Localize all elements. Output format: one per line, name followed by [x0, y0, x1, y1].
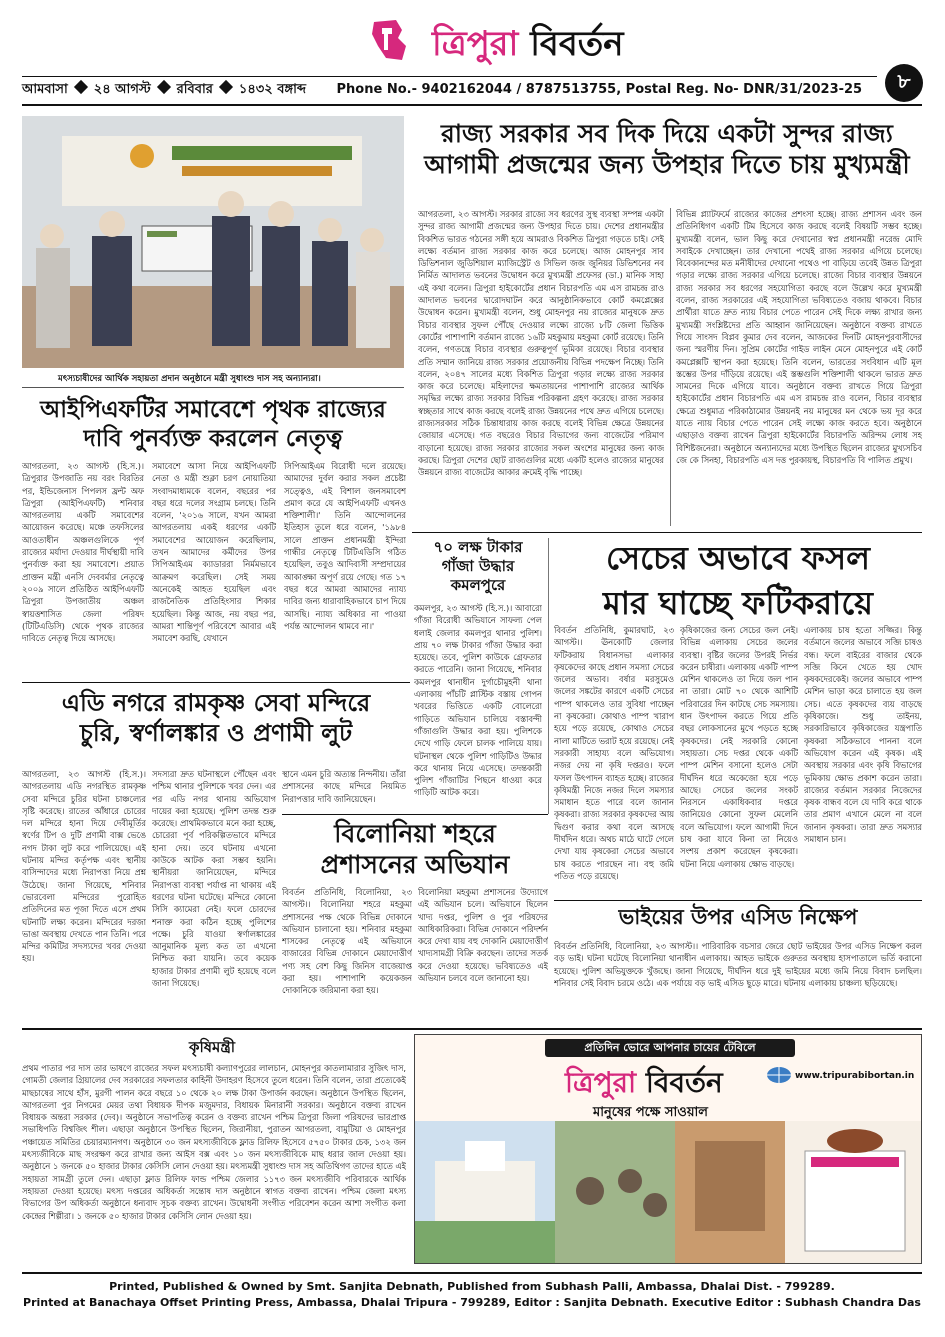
ad-slogan: মানুষের পক্ষে সাওয়াল [593, 1105, 708, 1120]
lead-headline [412, 118, 922, 181]
belonia-body-col2: বিলোনিয়া মহকুমা প্রশাসনের উদ্যোগে এই অভিযান চলে। অভিযানে ছিলেন খাদ্য দপ্তর, পুলিশ ও পুর পরিষদের আধিকারিকরা। বিভিন্ন দোকানে পরিদর্শন করে দেখা যায় বহু দোকানি মেয়াদোত্তীর্ণ খাদ্যসামগ্রী বিক্রি করছেন। তাদের সতর্ক করে দেওয়া হয়েছে। ভবিষ্যতেও এই অভিযান চলবে বলে জানানো হয়। [418, 887, 548, 984]
column-divider [548, 538, 549, 814]
diamond-icon [74, 80, 88, 94]
caption-rule [22, 387, 404, 388]
footer-line1: Printed, Published & Owned by Smt. Sanjita Debnath, Published from Subhash Palli, Ambassa, Dhalai Dist. - 799289. [109, 1280, 835, 1293]
ganja-headline [414, 538, 542, 594]
irrigation-headline [554, 536, 922, 626]
theft-body-col1: আগরতলা, ২৩ আগস্ট (হি.স.)। আগরতলায় এডি নগরস্থিত রামকৃষ্ণ সেবা মন্দিরে চুরির ঘটনা চাঞ্চল্যের সৃষ্টি করেছে। রাতের আঁধারে চোরের দল মন্দিরে হানা দিয়ে দেবীমূর্তির স্বর্ণের টিপ ও দুটি প্রণামী বাক্স ভেঙে নগদ টাকা লুট করে পালিয়েছে। এই ঘটনায় মন্দির কর্তৃপক্ষ এবং স্থানীয় বাসিন্দাদের মধ্যে নিরাপত্তা নিয়ে প্রশ্ন উঠেছে। জানা গিয়েছে, শনিবার ভোরবেলা মন্দিরের পুরোহিত প্রতিদিনের মত পূজা দিতে এসে প্রথম ঘটনাটি লক্ষ্য করেন। মন্দিরের দরজা ভাঙা অবস্থায় দেখতে পান তিনি। পরে মন্দির কমিটির সদস্যদের খবর দেওয়া হয়। [22, 769, 146, 964]
header-rule [22, 104, 922, 106]
ad-brand-bibortan: বিবর্তন [645, 1066, 723, 1099]
theft-body-col2: সদস্যরা দ্রুত ঘটনাস্থলে পৌঁছেন এবং পশ্চিম থানার পুলিশকে খবর দেন। এর পর এডি নগর থানায় অভিযোগ দায়ের করা হয়েছে। পুলিশ তদন্ত শুরু করেছে। প্রাথমিকভাবে মনে করা হচ্ছে, চোরেরা পূর্ব পরিকল্পিতভাবে মন্দিরে হানা দেয়। তবে ঘটনায় এখনো কাউকে আটক করা সম্ভব হয়নি। স্থানীয়রা জানিয়েছেন, মন্দিরে নিরাপত্তা ব্যবস্থা পর্যাপ্ত না থাকায় এই ধরণের ঘটনা ঘটেছে। মন্দিরে কোনো সিসি ক্যামেরা নেই। ফলে চোরদের শনাক্ত করা কঠিন হচ্ছে পুলিশের পক্ষে। চুরি যাওয়া স্বর্ণালঙ্কারের আনুমানিক মূল্য কত তা এখনো নিশ্চিত করা যায়নি। তবে কয়েক হাজার টাকার প্রণামী লুট হয়েছে বলে জানা গিয়েছে। [152, 769, 276, 989]
lead-headline-line1: রাজ্য সরকার সব দিক দিয়ে একটা সুন্দর রাজ্য [441, 119, 893, 148]
acid-headline: ভাইয়ের উপর এসিড নিক্ষেপ [618, 904, 858, 929]
ganja-headline-line2: গাঁজা উদ্ধার [441, 556, 515, 575]
dateline-date: ২৪ আগস্ট [93, 82, 151, 97]
dateline-year: ১৪৩২ বঙ্গাব্দ [238, 82, 306, 97]
dateline [22, 80, 882, 101]
ad-tagline: প্রতিদিন ভোরে আপনার চায়ের টেবিলে [545, 1039, 795, 1057]
section-rule [554, 900, 922, 901]
ipft-body-col1: আগরতলা, ২৩ আগস্ট (হি.স.)। ত্রিপুরার উপজাতি নয় বরং বিরতির পর, ইন্ডিজেনাস পিপলস ফ্রন্ট অফ ত্রিপুরা (আইপিএফটি) শনিবার আগরতলায় একটি সমাবেশের আয়োজন করেছে। মঞ্চে তফসিলের আওতাধীন অঞ্চলগুলিকে পূর্ণ রাজ্যের মর্যাদা দেওয়ার দীর্ঘস্থায়ী দাবি পুনর্ব্যক্ত করা হয় সমাবেশে। প্রয়াত প্রাক্তন মন্ত্রী এনসি দেববর্মার নেতৃত্বে ২০০৯ সালে প্রতিষ্ঠিত আইপিএফটি ত্রিপুরা উপজাতীয় অঞ্চল স্বায়ত্তশাসিত জেলা পরিষদ (টিটিএডিসি) থেকে পৃথক রাজ্যের দাবিতে নেতৃত্ব দিয়ে আসছে। [22, 461, 144, 644]
belonia-headline [282, 818, 548, 881]
irrigation-body-col3: এলাকায় চাষ হতো সজ্জির। কিন্তু বর্তমানে জলের অভাবে সব্জি চাষও বন্ধ। ফলে বাইরের বাজার থেকে সব্জি কিনে খেতে হয় খোদ কৃষকদেরকেই। জলের অভাবে পাম্প মেশিন ভাড়া করে চালাতে হয় জল সেচ। এতে কৃষকদের ব্যয় বাড়ছে কৃষিকাজে। শুধু তাইনয়, সরকারিভাবে কৃষিকাজের যন্ত্রপাতি কৃষকরা সঠিকভাবে পাননা বলে অভিযোগ করেন এই কৃষক। এই অবস্থায় সরকার এবং কৃষি বিভাগের ভূমিকায় ক্ষোভ প্রকাশ করেন তারা। রাজ্যের বর্তমান সরকার নিজেদের কৃষক বান্ধব বলে যে দাবি করে থাকে তার প্রমাণ এখানে মেলে না বলে জানান কৃষকরা। তারা দ্রুত সমস্যার সমাধান চান। [804, 625, 922, 845]
ad-brand [565, 1061, 723, 1108]
lead-body-col2: বিভিন্ন প্ল্যাটফর্মে রাজ্যের কাজের প্রশংসা হচ্ছে। রাজ্য প্রশাসন এবং জন প্রতিনিধিগণ একটি টিম হিসেবে কাজ করছে বলেই বিষয়টি সম্ভব হচ্ছে। মুখ্যমন্ত্রী বলেন, ভাল কিছু করে দেখানোর স্বপ্ন প্রধানমন্ত্রী নরেন্দ্র মোদি সবাইকে দেখাচ্ছেন। তার দেখানো পথেই রাজ্য সরকার এগিয়ে চলেছে। বিবেকানন্দের মত মনীষীদের দেখানো পথেও পা বাড়িয়ে তবেই উন্নত ত্রিপুরা গড়ার লক্ষ্যে রাজ্য সরকার এগিয়ে চলেছে। রাজ্যে বিচার ব্যবস্থার উন্নয়নে রাজ্য সরকার সব ধরণের সহযোগিতা করছে বলে উল্লেখ করে মুখ্যমন্ত্রী বলেন, রাজ্য সরকারের এই সহযোগিতা ভবিষ্যতেও বজায় থাকবে। বিচার প্রার্থীরা যাতে দ্রুত ন্যায় বিচার পেতে পারেন সেই দিকে লক্ষ্য রাখার জন্য মুখ্যমন্ত্রী সংশ্লিষ্টদের প্রতি আহ্বান জানিয়েছেন। অনুষ্ঠানে বক্তব্য রাখতে গিয়ে সাংসদ বিপ্লব কুমার দেব বলেন, আজকের দিনটি মোহনপুরবাসীদের জন্য স্মরণীয় দিন। সুপ্রিম কোর্টের গাইড লাইন মেনে মোহনপুরে এই কোর্ট কমপ্লেক্সটি স্থাপন করা হয়েছে। তিনি বলেন, ভারতের সংবিধান এটি মূল স্তম্ভের উপর দাঁড়িয়ে রয়েছে। এই স্তম্ভগুলি শক্তিশালী থাকলে ভারত দ্রুত সামনের দিকে এগিয়ে যাবে। অনুষ্ঠানে বক্তব্য রাখতে গিয়ে ত্রিপুরা হাইকোর্টের প্রধান বিচারপতি এম এস রামচন্দ্র রাও বলেন, বিচার ব্যবস্থার ক্ষেত্রে শুধুমাত্র পরিকাঠামোর উন্নয়নই নয় মানুষের মন থেকে ভয় দূর করে যাতে ন্যায় বিচার পেতে পারেন সেই লক্ষ্যে কাজ করতে হবে। অনুষ্ঠানে এছাড়াও বক্তব্য রাখেন ত্রিপুরা হাইকোর্টের বিচারপতি অরিন্দম লোধ সহ বিশিষ্টজনেরা। অনুষ্ঠানে অন্যান্যদের মধ্যে উপস্থিত ছিলেন রাজ্যের মুখ্যসচিব জে কে সিনহা, বিচারপতি এস দত্ত পুরকায়স্থ, বিচারপতি বি পালিত প্রমুখ। [676, 209, 922, 465]
irrigation-headline-line1: সেচের অভাবে ফসল [605, 539, 870, 577]
ceremony-photo-illustration [22, 116, 404, 368]
acid-body: বিবর্তন প্রতিনিধি, বিলোনিয়া, ২৩ আগস্ট।। পারিবারিক বচসার জেরে ছোট ভাইয়ের উপর এসিড নিক্ষেপ করল বড় ভাই। ঘটনা ঘটেছে বিলোনিয়া থানাধীন এলাকায়। আহত ভাইকে গুরুতর অবস্থায় হাসপাতালে ভর্তি করানো হয়েছে। পুলিশ অভিযুক্তকে খুঁজছে। জানা গিয়েছে, দীর্ঘদিন ধরে দুই ভাইয়ের মধ্যে জমি নিয়ে বিবাদ চলছিল। শনিবার সেই বিবাদ চরমে ওঠে। এক পর্যায়ে বড় ভাই এসিড ছুড়ে মারে। ঘটনায় এলাকায় চাঞ্চল্য ছড়িয়েছে। [554, 941, 922, 988]
irrigation-body-col1: বিবর্তন প্রতিনিধি, কুমারঘাট, ২৩ আগস্ট।। ঊনকোটি জেলার ফটিকরায় বিধানসভা এলাকার কৃষকেদের কাছে প্রধান সমস্যা সেচের জলের অভাব। বর্ষার মরসুমেও জলের সঙ্কটের কারণে একটি সেচের পাম্প থাকলেও তার সুবিধা পাচ্ছেন না কৃষকেরা। কোথাও পাম্প খারাপ হয়ে পড়ে রয়েছে, কোথাও সেচের নালা মাটিতে ভরাট হয়ে রয়েছে। নেই সরকারী সাহায্য বলে অভিযোগ। নজর দেয় না কৃষি দপ্তরও। ফলে ফসল উৎপাদন ব্যাহত হচ্ছে। রাজ্যের কৃষিমন্ত্রী নিজে নজর দিলে সমস্যার সমাধান হতে পারে বলে জানান কৃষকরা। রাজ্য সরকার কৃষকদের আয় দ্বিগুণ করার কথা বলে আসছে দীর্ঘদিন ধরে। অথচ মাঠে ঘাটে গেলে দেখা যায় কৃষকেরা সেচের অভাবে চাষ করতে পারছেন না। বহু জমি পতিত পড়ে রয়েছে। [554, 625, 674, 881]
theft-headline-line1: এডি নগরে রামকৃষ্ণ সেবা মন্দিরে [61, 688, 371, 717]
belonia-headline-line2: প্রশাসনের অভিযান [320, 850, 510, 880]
dateline-contact: Phone No.- 9402162044 / 8787513755, Postal Reg. No- DNR/31/2023-25 [336, 82, 863, 97]
newspaper-advertisement [414, 1034, 922, 1264]
krishi-headline: কৃষিমন্ত্রী [188, 1038, 236, 1056]
theft-headline [22, 688, 410, 748]
masthead-title-tripura: ত্রিপুরা [432, 24, 519, 64]
theft-body-col3: স্থানে এমন চুরি অত্যন্ত নিন্দনীয়। তাঁরা প্রশাসনের কাছে মন্দিরে নিয়মিত নিরাপত্তার দাবি জানিয়েছেন। [282, 769, 406, 804]
diamond-icon [157, 80, 171, 94]
masthead-title-bibortan: বিবর্তন [530, 24, 624, 64]
belonia-body-col1: বিবর্তন প্রতিনিধি, বিলোনিয়া, ২৩ আগস্ট।। বিলোনিয়া শহরে মহকুমা প্রশাসনের পক্ষ থেকে বিভিন্ন দোকানে অভিযান চালানো হয়। শনিবার মহকুমা শাসকের নেতৃত্বে এই অভিযানে বাজারের বিভিন্ন দোকানে মেয়াদোত্তীর্ণ পণ্য সহ বেশ কিছু জিনিস বাজেয়াপ্ত করা হয়। পাশাপাশি কয়েকজন দোকানিকে জরিমানা করা হয়। [282, 887, 412, 996]
dateline-place: আমবাসা [22, 82, 68, 97]
ganja-headline-line3: কমলপুরে [450, 575, 506, 594]
dateline-day: রবিবার [176, 82, 213, 97]
ganja-body: কমলপুর, ২৩ আগস্ট (হি.স.)। আবারো গাঁজা বিরোধী অভিযানে সাফল্য পেল ধলাই জেলার কমলপুর থানার পুলিশ। প্রায় ৭০ লক্ষ টাকার গাঁজা উদ্ধার করা হয়েছে। তবে, পুলিশ কাউকে গ্রেফতার করতে পারেনি। জানা গিয়েছে, শনিবার কমলপুর থানাধীন দুর্গাচৌমুহনী থানা এলাকায় পাঁচটি প্লাস্টিক বস্তায় গোপন খবরের ভিত্তিতে একটি বোলেরো গাড়িতে অভিযান চালিয়ে বস্তাবন্দী গাঁজাগুলি উদ্ধার করা হয়। পুলিশকে দেখে গাড়ি ফেলে চালক পালিয়ে যায়। ঘটনাস্থল থেকে পুলিশ গাড়িটিও উদ্ধার করে থানায় নিয়ে এসেছে। তদন্তকারী পুলিশ গাঁজাটির পিছনে ধাওয়া করে গাড়িটি আটক করে। [414, 603, 542, 798]
ceremony-photo [22, 116, 404, 368]
section-rule [22, 682, 410, 683]
section-rule [412, 532, 922, 533]
top-rule [22, 76, 877, 77]
footer-line2: Printed at Banachaya Offset Printing Press, Ambassa, Dhalai Tripura - 799289, Editor : Sanjita Debnath. Executive Editor : Subhash Chandra Das [23, 1296, 921, 1309]
theft-headline-line2: চুরি, স্বর্ণালঙ্কার ও প্রণামী লুট [79, 718, 353, 747]
diamond-icon [219, 80, 233, 94]
krishi-body: প্রথম পাতার পর দাস তার ভাষণে রাজ্যের সফল মৎস্যচাষী কল্যাণপুরের লালচান, মোহনপুর কাতলামারার সুজিৎ দাস, গোমতী জেলার গ্রিয়ালের দেব সরকারের সফলতার কাহিনী উদাহরণ হিসেবে তুলে ধরেন। তিনি বলেন, তারা প্রত্যেকেই মাছচাষের সাথে হাঁস, মুরগী পালন করে বছরে ১০ থেকে ২০ লক্ষ টাকা উপার্জন করছেন। অনুষ্ঠানে উপস্থিত ছিলেন, আগরতলা পুর নিগমের মেয়র তথা বিধায়ক দীপক মজুমদার, বিধায়ক মিনারানী সরকার। অনুষ্ঠানে বক্তব্য রাখেন বিধায়ক অন্তরা সরকার (দেব)। অনুষ্ঠানে সভাপতিত্ব করেন ও বক্তব্য রাখেন পশ্চিম ত্রিপুরা জিলা পরিষদের ভারপ্রাপ্ত সভাধিপতি বিশ্বজিৎ শীল। এছাড়া অনুষ্ঠানে উপস্থিত ছিলেন, জিরানীয়া, পুরাতন আগরতলা, বামুটিয়া ও মোহনপুর পঞ্চায়েত সমিতির চেয়ারম্যানগণ। অনুষ্ঠানে ৩০ জন মৎস্যজীবিকে ফ্লাড রিলিফ হিসেবে ৫৭৫০ টাকার চেক, ১৩২ জন মৎস্যজীবিকে মাছ সংরক্ষণ করে রাখার জন্য আইস বক্স এবং ১০ জন মৎস্যজীবিকে মাছ ধরার জাল দেওয়া হয়। অনুষ্ঠানে ১ জনকে ৫০ হাজার টাকার কেসিসি লোন দেওয়া হয়। মৎস্যমন্ত্রী সুধাংশু দাস সহ অতিথিগণ তাদের হাতে এই সহায়তা সামগ্রী তুলে দেন। এছাড়া ফ্লাড রিলিফ ফান্ড পশ্চিম জেলার ১১৭৩ জন মৎস্যজীবি পরিবারকে আর্থিক সহায়তা দেওয়া হয়েছে। মৎস্য দপ্তরের অধিকর্তা সন্তোষ দাস অনুষ্ঠানে স্বাগত বক্তব্য রাখেন। পশ্চিম জেলা মৎস্য বিভাগের উপ অধিকর্তা অনুষ্ঠানে ধন্যবাদ সূচক বক্তব্য রাখেন। উদ্বোধনী সংগীত পরিবেশন করেন আশা সংগীত কলা কেন্দ্রের শিল্পীরা। ১ জনকে ৫০ হাজার টাকার কেসিসি লোন দেওয়া হয়। [22, 1063, 406, 1221]
page-number-badge: ৮ [885, 64, 923, 102]
ipft-body-col3: সিপিআইএম বিরোধী দলে রয়েছে। আমাদের দুর্বল করার সকল প্রচেষ্টা সত্ত্বেও, এই বিশাল জনসমাবেশ প্রমাণ করে যে আইপিএফটি এখনও শক্তিশালী।' তিনি আন্দোলনের ইতিহাস তুলে ধরে বলেন, '১৯৮৪ সালে প্রাক্তন প্রধানমন্ত্রী ইন্দিরা গান্ধীর নেতৃত্বে টিটিএডিসি গঠিত হয়েছিল, তবুও আদিবাসী সম্প্রদায়ের আকাঙ্ক্ষা অপূর্ণ রয়ে গেছে। গত ১৭ বছর ধরে আমরা আমাদের ন্যায্য দাবির জন্য ধারাবাহিকভাবে চাপ দিয়ে আসছি। ন্যায্য অধিকার না পাওয়া পর্যন্ত আন্দোলন থামবে না।' [284, 461, 406, 631]
belonia-headline-line1: বিলোনিয়া শহরে [334, 819, 496, 848]
ipft-headline-line1: আইপিএফটির সমাবেশে পৃথক রাজ্যের [40, 396, 386, 423]
ipft-body-col2: সমাবেশে আসা নিয়ে আইপিএফটি নেতা ও মন্ত্রী শুক্লা চরণ নোয়াতিয়া সংবাদমাধ্যমকে বলেন, বছরের পর বছর ধরে দলের সংগ্রাম চলছে। তিনি বলেন, '২০১৬ সালে, যখন আমরা আগরতলায় একই ধরণের একটি সমাবেশের আয়োজন করেছিলাম, তখন আমাদের কর্মীদের উপর সিপিআইএম ক্যাডাররা নির্মমভাবে আক্রমণ করেছিল। সেই সময় অনেকেই আহত হয়েছিল এবং রাজনৈতিক প্রতিহিংসার শিকার হয়েছিল। কিন্তু আজ, নয় বছর পর, আমরা শান্তিপূর্ণ পরিবেশে আবার এই সমাবেশ করছি, যেখানে [152, 461, 276, 644]
irrigation-headline-line2: মার ঘাচ্ছে ফটিকরায়ে [602, 583, 874, 622]
globe-icon [765, 1065, 793, 1085]
ad-brand-tripura: ত্রিপুরা [565, 1066, 637, 1099]
column-divider [670, 208, 671, 526]
irrigation-body-col2: কৃষিকাজের জন্য সেচের জল নেই। বিভিন্ন এলাকায় সেচের জলের ব্যবস্থা। বৃষ্টির জলের উপরই নির্ভর করেন চাষীরা। এলাকায় একটি পাম্প মেশিন থাকলেও তা দিয়ে জল পান না তারা। মোট ৭০ থেকে আশিটি পরিবারের দিন কাটছে সেচ সমস্যায়। ধান উৎপাদন করতে গিয়ে প্রতি বছর লোকসানের মুখে পড়তে হচ্ছে কৃষকদের। নেই সরকারি কোনো সহায়তা। সেচ দপ্তর থেকে একটি পাম্প মেশিন বসানো হলেও সেটা দীর্ঘদিন ধরে অকেজো হয়ে পড়ে আছে। সেচের জলের সংকট নিরসনে একাধিকবার দপ্তরে জানিয়েও কোনো সুফল মেলেনি বলে অভিযোগ। ফলে আগামী দিনে চাষ করা যাবে কিনা তা নিয়েও সংশয় প্রকাশ করেছেন কৃষকেরা। ঘটনা নিয়ে এলাকায় ক্ষোভ বাড়ছে। [680, 625, 798, 869]
tripura-map-logo-icon [368, 16, 428, 64]
section-rule [22, 1028, 922, 1030]
ipft-headline [22, 396, 404, 454]
lead-body-col1: আগরতলা, ২৩ আগস্ট। সরকার রাজ্যে সব ধরণের সুস্থ ব্যবস্থা সম্পন্ন একটা সুন্দর রাজ্য আগামী প্রজন্মের জন্য উপহার দিতে চায়। দেশের প্রধানমন্ত্রীর বিকশিত ভারত গঠনের সঙ্গী হয়ে আমরাও বিকশিত ত্রিপুরা গড়তে চাই। সেই লক্ষ্যে বর্তমান রাজ্য সরকার কাজ করে চলেছে। আজ মোহনপুর সাব ডিভিশনাল জুডিশিয়াল ম্যাজিস্ট্রেট ও সিভিল জজ জুনিয়র ডিভিশনের নব নির্মিত আদালত ভবনের উদ্বোধন করে মুখ্যমন্ত্রী প্রফেসর (ডা.) মানিক সাহা এই কথা বলেন। ত্রিপুরা হাইকোর্টের প্রধান বিচারপতি এম এস রামচন্দ্র রাও আদালত ভবনের দ্বারোদঘাটন করে আনুষ্ঠানিকভাবে কোর্ট কমপ্লেক্সের উদ্বোধন করেন। মুখ্যমন্ত্রী বলেন, শুধু মোহনপুর নয় রাজ্যের মানুষকে দ্রুত বিচার ব্যবস্থার সুফল পৌঁছে দেওয়ার লক্ষ্যে রাজ্যে ৮টি জেলা ভিত্তিক কোর্টের পাশাপাশি বর্তমান রাজ্যে ১৬টি মহকুমায় মহকুমা কোর্ট রয়েছে। তিনি বলেন, গণতন্ত্রে বিচার ব্যবস্থার গুরুত্বপূর্ণ ভূমিকা রয়েছে। বিচার ব্যবস্থার প্রতি সম্মান জানিয়ে রাজ্য সরকার প্রয়োজনীয় বিভিন্ন পদক্ষেপ নিচ্ছে। তিনি বলেন, ২০৪৭ সালের মধ্যে বিকশিত ত্রিপুরা গড়ার লক্ষ্যে রাজ্য সরকার কাজ করে চলেছে। মহিলাদের ক্ষমতায়নের পাশাপাশি রাজ্যের আর্থিক সমৃদ্ধির লক্ষ্যে রাজ্য সরকার বিভিন্ন পরিকল্পনা গ্রহণ করেছে। রাজ্য সরকার স্বচ্ছতার সাথে কাজ করছে বলেই রাজ্য উন্নয়নের পথে দ্রুত এগিয়ে চলেছে। রাজ্যসরকার সঠিক চিন্তাধারায় কাজ করছে বলেই বিভিন্ন ক্ষেত্রে উন্নয়নের জোয়ার এসেছে। গত বছরেও বিচার বিভাগের জন্য বাজেটের পরিমাণ বাড়ানো হয়েছে। রাজ্য সরকার রাজ্যের সকল অংশের মানুষের জন্য কাজ করছে। ত্রিপুরা দেশের ছোট রাজ্যগুলির মধ্যে একটি হলেও রাজ্যের মানুষের উন্নয়নে রাজ্য বাজেটের আকার ক্রমেই বৃদ্ধি পাচ্ছে। [418, 209, 664, 478]
ipft-headline-line2: দাবি পুনর্ব্যক্ত করলেন নেতৃত্ব [83, 424, 343, 452]
lead-headline-line2: আগামী প্রজন্মের জন্য উপহার দিতে চায় মুখ্যমন্ত্রী [424, 150, 910, 180]
ganja-headline-line1: ৭০ লক্ষ টাকার [433, 538, 523, 556]
section-rule [282, 814, 548, 815]
footer-rule [22, 1272, 922, 1274]
masthead-title [432, 18, 624, 75]
photo-caption: মৎস্যচাষীদের আর্থিক সহায়তা প্রদান অনুষ্ঠানে মন্ত্রী সুধাংশু দাস সহ অন্যান্যরা। [58, 374, 321, 384]
ad-website: www.tripurabibortan.in [795, 1071, 915, 1081]
ad-collage-illustration [415, 1121, 922, 1264]
